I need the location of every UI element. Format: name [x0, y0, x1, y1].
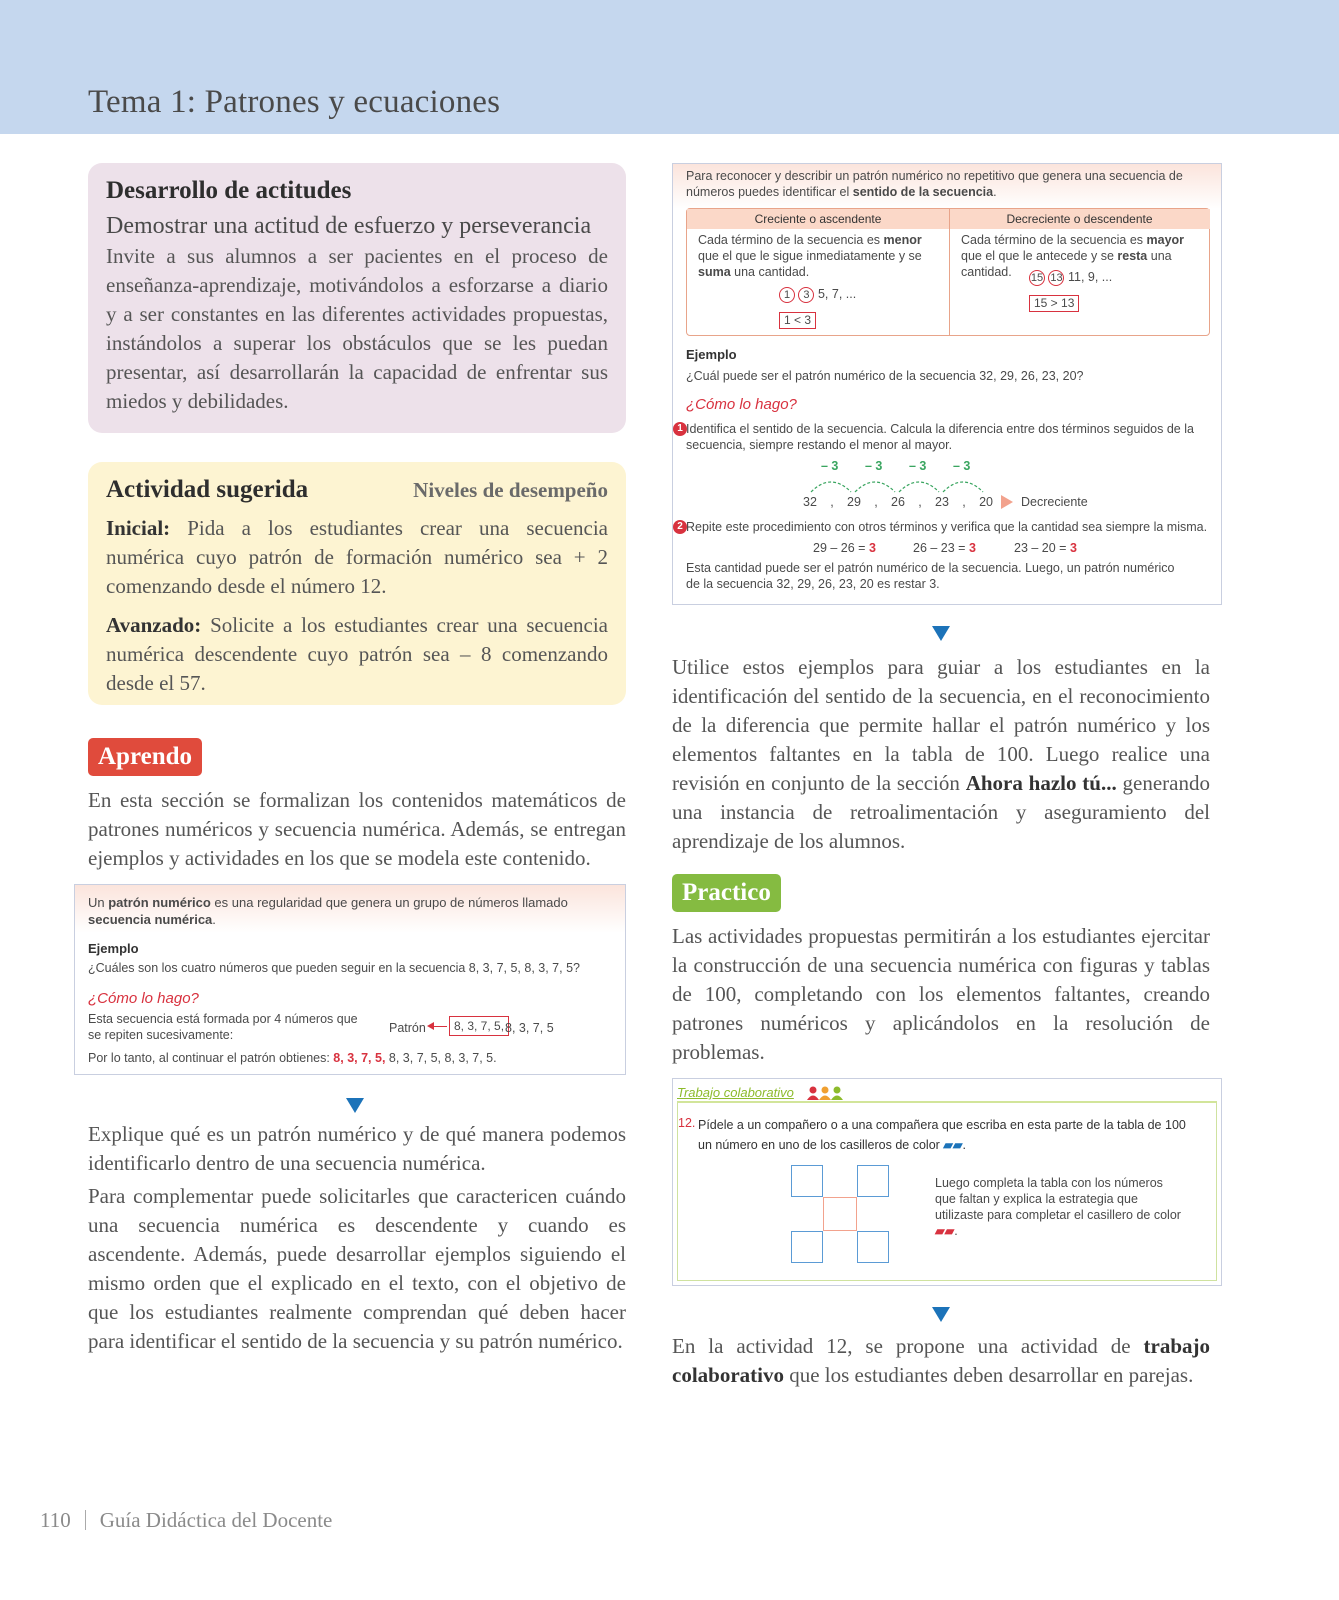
snippet1-ejemplo: Ejemplo — [88, 941, 139, 956]
table-header-creciente: Creciente o ascendente — [687, 209, 949, 229]
blue-scribble-icon: ▰▰ — [943, 1138, 963, 1152]
snippet1-patron-rest: 8, 3, 7, 5 — [505, 1021, 554, 1035]
snippet1-conclusion: Por lo tanto, al continuar el patrón obtienes: 8, 3, 7, 5, 8, 3, 7, 5, 8, 3, 7, 5. — [88, 1051, 497, 1065]
practico-tag: Practico — [672, 874, 781, 912]
page-title: Tema 1: Patrones y ecuaciones — [88, 84, 501, 120]
decreciente-text: Cada término de la secuencia es mayor que el que le antecede y se resta una cantidad. — [961, 233, 1185, 279]
aprendo-text: En esta sección se formalizan los contenidos matemáticos de patrones numéricos y secuencia numérica. Además, se entregan ejemplos y actividades en los que se modela este contenido. — [88, 788, 626, 870]
page-number: 110 — [40, 1508, 71, 1532]
step1-badge: 1 — [673, 422, 687, 436]
step2-badge: 2 — [673, 520, 687, 534]
diff-label: – 3 — [909, 459, 927, 473]
book-snippet-sentido — [672, 163, 1222, 605]
sentido-table — [686, 208, 1210, 336]
snippet2-ejemplo: Ejemplo — [686, 347, 737, 362]
snippet1-patron-box: 8, 3, 7, 5, — [449, 1016, 509, 1036]
decreciente-compare-box: 15 > 13 — [1029, 295, 1079, 312]
operation: 29 – 26 = 3 — [813, 541, 876, 555]
utilice-text: Utilice estos ejemplos para guiar a los estudiantes en la identificación del sentido de la secuencia, en el reconocimiento de la diferencia que permite hallar el patrón numérico y los elementos faltantes en la tabla de 100. Luego realice una revisión en conjunto de la sección Ahora hazlo tú... generando una instancia de retroalimentación y aseguramiento del aprendizaje de los alumnos. — [672, 655, 1210, 853]
arrow-down-icon — [932, 626, 950, 641]
snippet2-como: ¿Cómo lo hago? — [686, 396, 797, 413]
decreciente-label: Decreciente — [1021, 495, 1088, 509]
book-snippet-colaborativo — [672, 1078, 1222, 1286]
snippet1-intro: Un patrón numérico es una regularidad que genera un grupo de números llamado secuencia numérica. — [88, 895, 568, 927]
play-arrow-icon — [1001, 495, 1013, 509]
diff-label: – 3 — [953, 459, 971, 473]
actividad-box — [88, 462, 626, 705]
practico-text: Las actividades propuestas permitirán a los estudiantes ejercitar la construcción de una secuencia numérica con figuras y tablas de 100, completando con los elementos faltantes, creando patrones numéricos y aplicándolos en la resolución de problemas. — [672, 924, 1210, 1064]
operation: 26 – 23 = 3 — [913, 541, 976, 555]
operation: 23 – 20 = 3 — [1014, 541, 1077, 555]
creciente-compare-box: 1 < 3 — [779, 312, 816, 329]
arrow-down-icon — [932, 1307, 950, 1322]
grid-cell — [857, 1231, 889, 1263]
colaborativo-text: Pídele a un compañero o a una compañera que escriba en esta parte de la tabla de 100 un número en uno de los casilleros de color ▰▰. — [698, 1118, 1186, 1152]
arrow-down-icon — [346, 1098, 364, 1113]
grid-cell — [791, 1231, 823, 1263]
diff-label: – 3 — [865, 459, 883, 473]
actitudes-title: Desarrollo de actitudes — [106, 177, 352, 204]
grid-cell — [857, 1165, 889, 1197]
decreciente-sequence: 15 13 11, 9, ... — [1030, 270, 1113, 284]
snippet1-patron-label: Patrón — [389, 1021, 426, 1035]
final-text: En la actividad 12, se propone una actividad de trabajo colaborativo que los estudiantes deben desarrollar en parejas. — [672, 1334, 1210, 1387]
explique-p2: Para complementar puede solicitarles que caractericen cuándo una secuencia numérica es descendente y cuando es ascendente. Además, puede desarrollar ejemplos siguiendo el mismo orden que el explicado en el texto, con el objetivo de que los estudiantes realmente comprendan qué deben hacer para identificar el sentido de la secuencia y su patrón numérico. — [88, 1184, 626, 1353]
trabajo-colaborativo-title: Trabajo colaborativo — [677, 1085, 794, 1100]
snippet2-step1: Identifica el sentido de la secuencia. Calcula la diferencia entre dos términos seguidos de la secuencia, siempre restando el menor al mayor. — [686, 422, 1194, 452]
explique-p1: Explique qué es un patrón numérico y de qué manera podemos identificarlo dentro de una secuencia numérica. — [88, 1122, 626, 1175]
snippet1-explain: Esta secuencia está formada por 4 números que se repiten sucesivamente: — [88, 1012, 358, 1042]
footer-label: Guía Didáctica del Docente — [99, 1508, 333, 1532]
snippet2-conclusion: Esta cantidad puede ser el patrón numérico de la secuencia. Luego, un patrón numérico de la secuencia 32, 29, 26, 23, 20 es restar 3. — [686, 561, 1175, 591]
creciente-sequence: 1 3 5, 7, ... — [779, 286, 856, 303]
activity-number: 12. — [678, 1116, 696, 1130]
actitudes-box — [88, 163, 626, 433]
actitudes-text: Invite a sus alumnos a ser pacientes en el proceso de enseñanza-aprendizaje, motivándolos a esforzarse a diario y a ser constantes en las diferentes actividades propuestas, instándolos a superar los obstáculos que se les puedan presentar, así desarrollarán la capacidad de enfrentar sus miedos y debilidades. — [106, 244, 608, 413]
actividad-inicial: Inicial: Pida a los estudiantes crear una secuencia numérica cuyo patrón de formación numérico sea + 2 comenzando desde el número 12. — [106, 516, 608, 598]
grid-cell-center — [823, 1197, 857, 1231]
colaborativo-side-text: Luego completa la tabla con los números que faltan y explica la estrategia que utilizaste para completar el casillero de color ▰▰. — [935, 1176, 1181, 1238]
table-header-decreciente: Decreciente o descendente — [949, 209, 1210, 229]
aprendo-tag: Aprendo — [88, 738, 202, 776]
actividad-title: Actividad sugerida — [106, 476, 309, 503]
diff-arcs — [803, 470, 993, 496]
diff-label: – 3 — [821, 459, 839, 473]
snippet2-intro: Para reconocer y describir un patrón numérico no repetitivo que genera una secuencia de números puedes identificar el sentido de la secuencia. — [686, 169, 1183, 199]
sequence-row: 32 , 29 , 26 , 23 , 20 — [803, 495, 993, 509]
creciente-text: Cada término de la secuencia es menor que el que le sigue inmediatamente y se suma una cantidad. — [698, 233, 922, 279]
red-scribble-icon: ▰▰ — [935, 1224, 955, 1238]
actividad-avanzado: Avanzado: Solicite a los estudiantes crear una secuencia numérica descendente cuyo patrón sea – 8 comenzando desde el 57. — [106, 613, 608, 695]
snippet1-como: ¿Cómo lo hago? — [88, 990, 199, 1007]
footer — [40, 1508, 332, 1533]
snippet2-step2: Repite este procedimiento con otros términos y verifica que la cantidad sea siempre la misma. — [686, 520, 1208, 534]
patron-arrowhead-icon — [427, 1022, 434, 1030]
actividad-levels: Niveles de desempeño — [413, 478, 608, 502]
colaborativo-people-icon — [805, 1085, 845, 1101]
actitudes-subtitle: Demostrar una actitud de esfuerzo y perseverancia — [106, 213, 592, 239]
snippet1-question: ¿Cuáles son los cuatro números que pueden seguir en la secuencia 8, 3, 7, 5, 8, 3, 7, 5? — [88, 961, 580, 975]
grid-cell — [791, 1165, 823, 1197]
book-snippet-patron — [74, 884, 626, 1075]
snippet2-question: ¿Cuál puede ser el patrón numérico de la secuencia 32, 29, 26, 23, 20? — [686, 369, 1084, 383]
